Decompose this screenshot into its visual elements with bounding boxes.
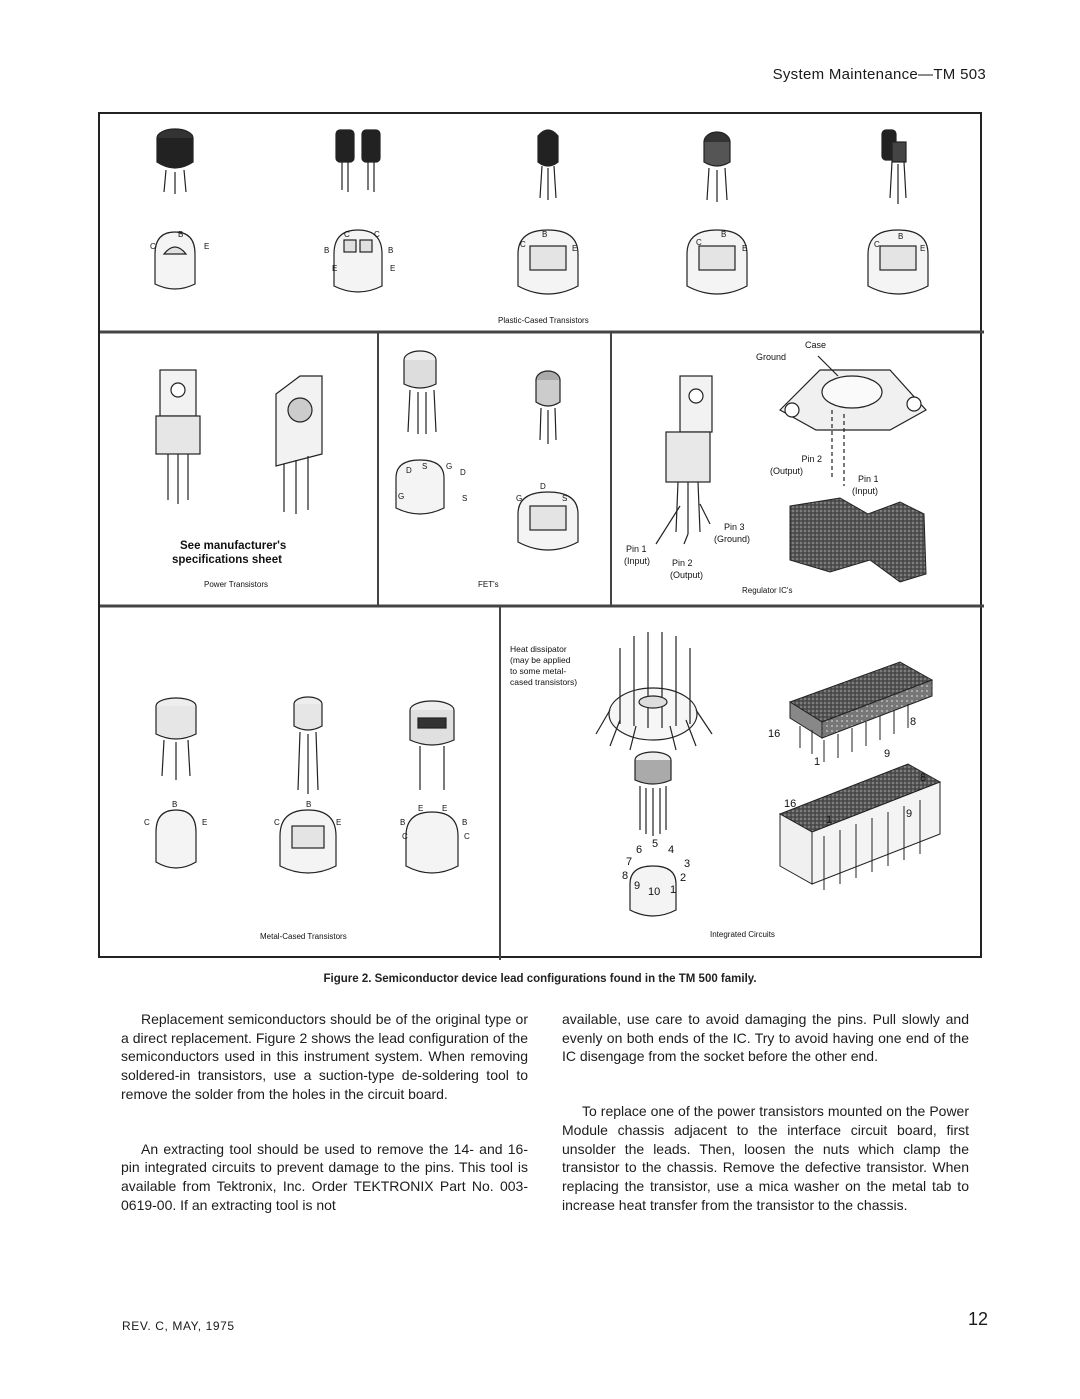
- plastic-2-lead-e2: E: [390, 264, 396, 273]
- to5-pin-10: 10: [648, 886, 661, 898]
- fet-1-lead-g1: G: [446, 462, 453, 471]
- fet-1-lead-d2: D: [460, 468, 466, 477]
- fet-metal-can: [396, 351, 444, 514]
- to5-pin-4: 4: [668, 844, 675, 856]
- metal-3-lead-b1: B: [400, 818, 406, 827]
- fet-1-lead-s2: S: [462, 494, 468, 503]
- plastic-5-lead-b: B: [898, 232, 904, 241]
- body-column-right: [562, 1010, 969, 1250]
- heat-note-line3: to some metal-: [510, 666, 567, 676]
- figure-2-panel: [98, 112, 982, 958]
- heat-note-line2: (may be applied: [510, 655, 571, 665]
- fet-1-lead-d1: D: [406, 466, 412, 475]
- reg-output-top: (Output): [770, 466, 804, 476]
- fet-plastic: [518, 371, 578, 550]
- metal-3-lead-e2: E: [442, 804, 448, 813]
- ic-socket: [780, 764, 940, 890]
- metal-3-lead-b2: B: [462, 818, 468, 827]
- to5-pin-9: 9: [634, 880, 641, 892]
- to5-pin-6: 6: [636, 844, 643, 856]
- metal-caption: Metal-Cased Transistors: [260, 932, 347, 941]
- power-caption: Power Transistors: [204, 580, 269, 589]
- fet-2-lead-s: S: [562, 494, 568, 503]
- plastic-transistor-4: [687, 132, 747, 294]
- plastic-1-lead-b: B: [178, 230, 184, 239]
- plastic-caption: Plastic-Cased Transistors: [498, 316, 589, 325]
- body-left-paragraph-1: Replacement semiconductors should be of the original type or a direct replacement. Figure 2 shows the lead configuration of the semiconductors used in this instrument system. When removing soldered-in transistors, use a suction-type de-soldering tool to remove the solder from the holes in the circuit board.: [121, 1011, 528, 1102]
- plastic-2-lead-c2: C: [374, 230, 380, 239]
- reg-input-right: (Input): [852, 486, 879, 496]
- fet-1-lead-g2: G: [398, 492, 405, 501]
- reg-pin3: Pin 3: [724, 522, 745, 532]
- plastic-4-lead-c: C: [696, 238, 702, 247]
- dip-pin-16: 16: [768, 728, 781, 740]
- metal-transistor-1: [156, 698, 196, 868]
- reg-ground-label: Ground: [756, 352, 787, 362]
- metal-transistor-2: [280, 697, 336, 873]
- power-note-line1: See manufacturer's: [180, 540, 287, 552]
- plastic-5-lead-c: C: [874, 240, 880, 249]
- power-transistor-to126: [276, 376, 322, 514]
- socket-pin-16: 16: [784, 798, 797, 810]
- plastic-4-lead-e: E: [742, 244, 748, 253]
- fet-2-lead-d: D: [540, 482, 546, 491]
- dip-pin-8: 8: [910, 716, 917, 728]
- to5-pin-7: 7: [626, 856, 633, 868]
- fet-1-lead-s1: S: [422, 462, 428, 471]
- plastic-2-lead-e1: E: [332, 264, 338, 273]
- regulator-to220: [656, 376, 712, 544]
- ic-caption: Integrated Circuits: [710, 930, 775, 939]
- metal-1-lead-b: B: [172, 800, 178, 809]
- revision-footer: REV. C, MAY, 1975: [122, 1319, 235, 1333]
- plastic-transistor-5: [868, 130, 928, 294]
- reg-pin1: Pin 1: [626, 544, 647, 554]
- body-right-paragraph-1: available, use care to avoid damaging the pins. Pull slowly and evenly on both ends of the IC. Try to avoid having one end of the IC disengage from the socket before the other end.: [562, 1011, 969, 1065]
- plastic-4-lead-b: B: [721, 230, 727, 239]
- heat-dissipator: [596, 632, 712, 750]
- dip-pin-9: 9: [884, 748, 891, 760]
- to5-pin-8: 8: [622, 870, 629, 882]
- socket-pin-9: 9: [906, 808, 913, 820]
- metal-3-lead-c1: C: [402, 832, 408, 841]
- reg-pin2: Pin 2: [672, 558, 693, 568]
- plastic-3-lead-b: B: [542, 230, 548, 239]
- metal-3-lead-e1: E: [418, 804, 424, 813]
- power-transistor-to220: [156, 370, 200, 504]
- figure-drawings: [100, 114, 984, 960]
- reg-pin1-input: (Input): [624, 556, 651, 566]
- metal-3-lead-c2: C: [464, 832, 470, 841]
- heat-note-line1: Heat dissipator: [510, 644, 567, 654]
- to5-pin-2: 2: [680, 872, 687, 884]
- plastic-5-lead-e: E: [920, 244, 926, 253]
- page-number: 12: [967, 1309, 988, 1329]
- plastic-3-lead-c: C: [520, 240, 526, 249]
- reg-case-label: Case: [804, 340, 826, 350]
- to5-pin-3: 3: [684, 858, 691, 870]
- to5-pin-5: 5: [652, 838, 659, 850]
- plastic-2-lead-b2: B: [388, 246, 394, 255]
- metal-2-lead-b: B: [306, 800, 312, 809]
- reg-pin2-output: (Output): [670, 570, 704, 580]
- plastic-1-lead-e: E: [204, 242, 210, 251]
- body-column-left: [121, 1010, 528, 1250]
- socket-pin-1: 1: [826, 814, 833, 826]
- to5-pin-1: 1: [670, 884, 677, 896]
- reg-pin1-right: Pin 1: [858, 474, 879, 484]
- dip-pin-1: 1: [814, 756, 821, 768]
- plastic-transistor-2: [334, 130, 382, 292]
- running-header: System Maintenance—TM 503: [772, 66, 986, 83]
- plastic-2-lead-c1: C: [344, 230, 350, 239]
- metal-transistor-3: [406, 701, 458, 873]
- plastic-3-lead-e: E: [572, 244, 578, 253]
- fet-caption: FET's: [478, 580, 499, 589]
- metal-2-lead-c: C: [274, 818, 280, 827]
- plastic-2-lead-b1: B: [324, 246, 330, 255]
- socket-pin-8: 8: [920, 772, 927, 784]
- heat-note-line4: cased transistors): [510, 677, 578, 687]
- metal-1-lead-e: E: [202, 818, 208, 827]
- reg-pin3-ground: (Ground): [714, 534, 751, 544]
- ic-dip-package: [790, 662, 932, 762]
- reg-pin2-top: Pin 2: [801, 454, 822, 464]
- plastic-transistor-3: [518, 130, 578, 294]
- regulator-socket-dark: [790, 498, 926, 582]
- plastic-1-lead-c: C: [150, 242, 156, 251]
- power-note-line2: specifications sheet: [172, 554, 282, 566]
- body-right-paragraph-2: To replace one of the power transistors mounted on the Power Module chassis adjacent to the interface circuit board, first unsolder the leads. Then, loosen the nuts which clamp the transistor to the chassis. Remove the defective transistor. When replacing the transistor, use a mica washer on the metal tab to increase heat transfer from the transistor to the chassis.: [562, 1103, 969, 1213]
- regulator-caption: Regulator IC's: [742, 586, 793, 595]
- metal-1-lead-c: C: [144, 818, 150, 827]
- metal-2-lead-e: E: [336, 818, 342, 827]
- figure-caption: Figure 2. Semiconductor device lead configurations found in the TM 500 family.: [323, 973, 757, 985]
- plastic-transistor-1: [155, 129, 195, 289]
- fet-2-lead-g: G: [516, 494, 523, 503]
- body-left-paragraph-2: An extracting tool should be used to remove the 14- and 16-pin integrated circuits to prevent damage to the pins. This tool is available from Tektronix, Inc. Order TEKTRONIX Part No. 003-0619-00. If an extracting tool is not: [121, 1140, 528, 1213]
